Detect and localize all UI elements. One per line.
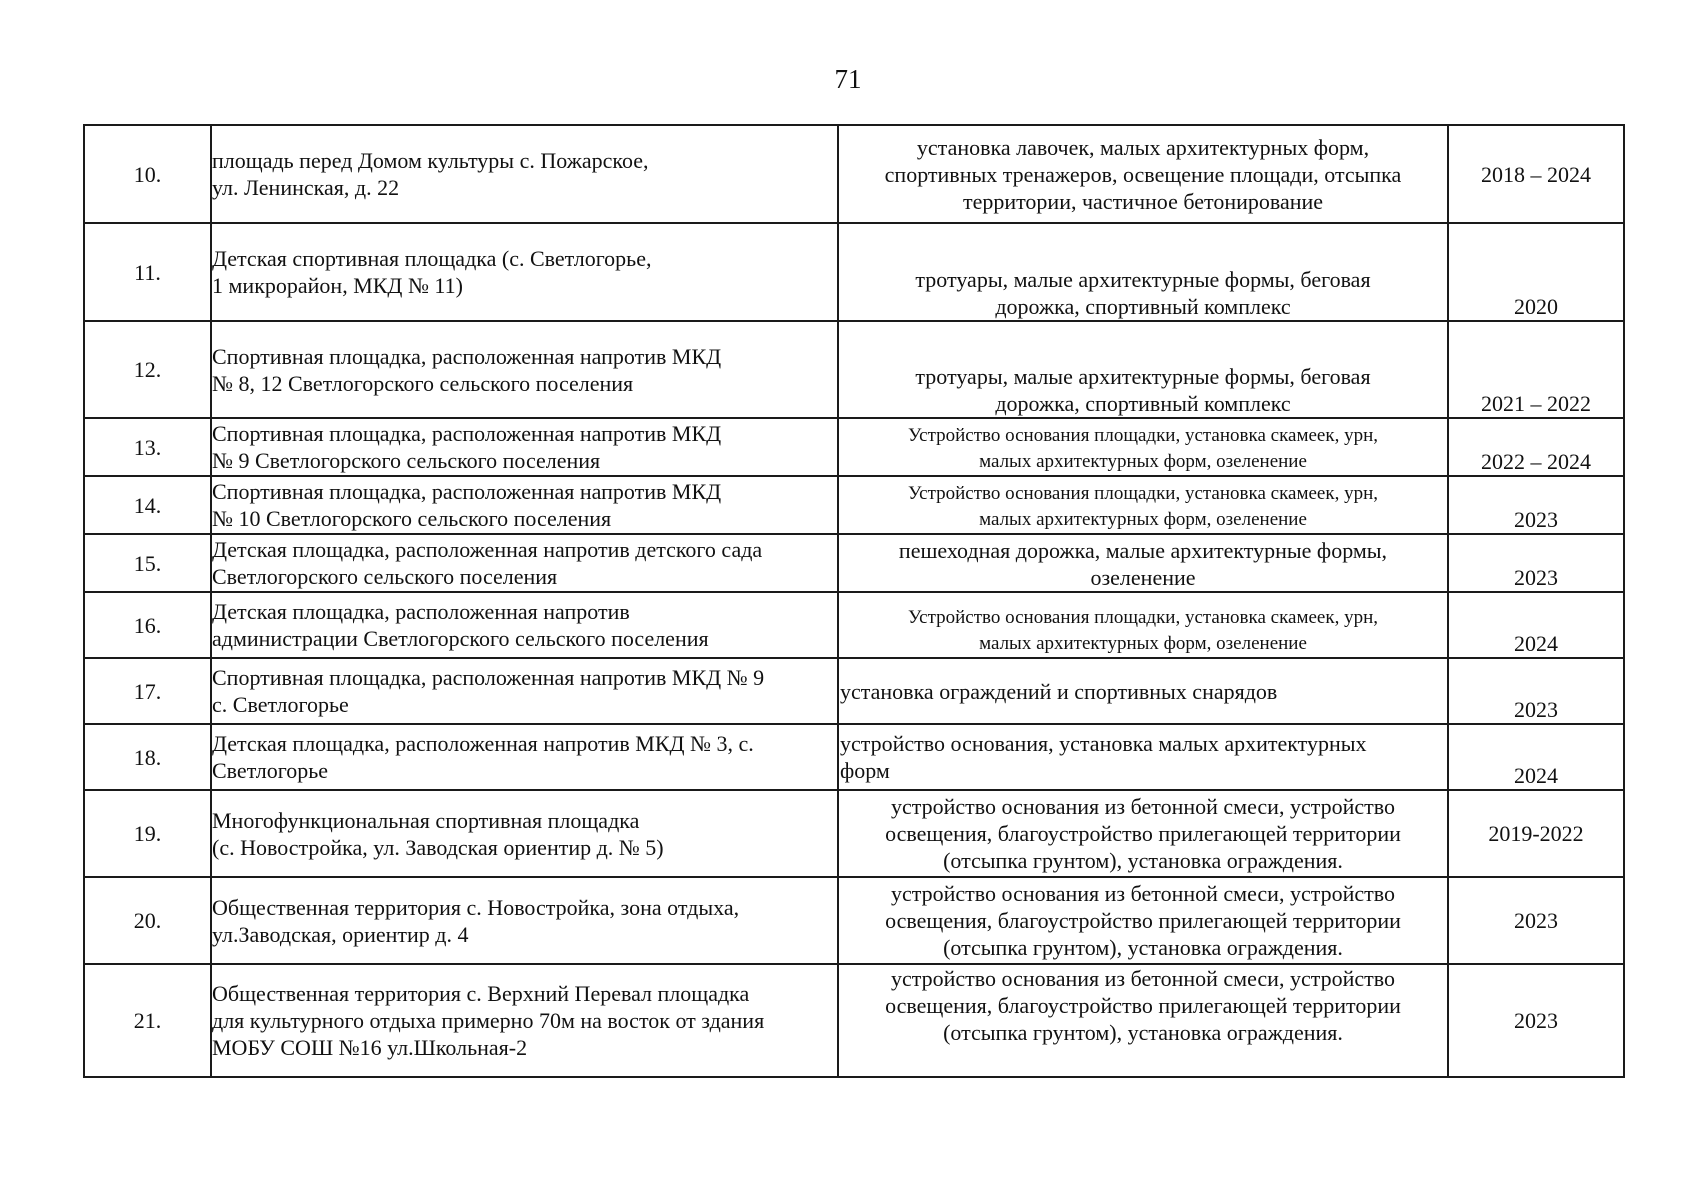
table-row [84, 476, 1624, 534]
work-cell [838, 724, 1448, 790]
work-line: установка ограждений и спортивных снарядов [840, 678, 1278, 704]
table-row [84, 964, 1624, 1077]
place-cell [211, 592, 838, 658]
place-line: № 9 Светлогорского сельского поселения [212, 448, 601, 473]
work-line: устройство основания из бетонной смеси, устройство [890, 881, 1395, 906]
work-cell [838, 592, 1448, 658]
place-line: администрации Светлогорского сельского поселения [212, 626, 709, 651]
place-line: для культурного отдыха примерно 70м на восток от здания [212, 1008, 765, 1033]
place-line: Детская спортивная площадка (с. Светлогорье, [212, 246, 652, 271]
place-line: площадь перед Домом культуры с. Пожарское, [212, 148, 649, 173]
period-cell: 2023 [1448, 964, 1624, 1077]
period-cell: 2023 [1448, 476, 1624, 534]
work-cell [838, 476, 1448, 534]
work-line: малых архитектурных форм, озеленение [979, 451, 1307, 472]
work-line: освещения, благоустройство прилегающей территории [885, 993, 1401, 1018]
period-cell: 2018 – 2024 [1448, 125, 1624, 223]
improvement-table [83, 124, 1625, 1078]
work-cell [838, 964, 1448, 1077]
work-cell [838, 658, 1448, 724]
place-cell [211, 223, 838, 321]
place-line: (с. Новостройка, ул. Заводская ориентир д. № 5) [212, 834, 664, 860]
work-line: устройство основания из бетонной смеси, устройство [890, 966, 1395, 991]
place-line: Спортивная площадка, расположенная напротив МКД [212, 343, 722, 369]
work-line: Устройство основания площадки, установка скамеек, урн, [908, 425, 1378, 446]
row-number: 13. [84, 418, 211, 476]
table-row [84, 125, 1624, 223]
period-cell: 2023 [1448, 658, 1624, 724]
work-line: устройство основания из бетонной смеси, устройство [890, 794, 1395, 819]
work-line: пешеходная дорожка, малые архитектурные формы, [898, 538, 1388, 563]
period-cell: 2023 [1448, 877, 1624, 964]
place-line: Спортивная площадка, расположенная напротив МКД [212, 479, 722, 504]
place-cell [211, 125, 838, 223]
place-line: Общественная территория с. Новостройка, зона отдыха, [212, 894, 740, 920]
period-cell: 2024 [1448, 724, 1624, 790]
place-line: № 10 Светлогорского сельского поселения [212, 506, 612, 531]
work-line: Устройство основания площадки, установка скамеек, урн, [908, 483, 1378, 504]
period-cell: 2023 [1448, 534, 1624, 592]
work-line: дорожка, спортивный комплекс [995, 391, 1291, 416]
work-line: освещения, благоустройство прилегающей территории [885, 908, 1401, 933]
table-row [84, 592, 1624, 658]
row-number: 17. [84, 658, 211, 724]
work-line: тротуары, малые архитектурные формы, беговая [915, 364, 1371, 389]
table-row [84, 418, 1624, 476]
period-cell: 2022 – 2024 [1448, 418, 1624, 476]
row-number: 20. [84, 877, 211, 964]
page-number: 71 [834, 64, 862, 94]
row-number: 19. [84, 790, 211, 877]
table-row [84, 724, 1624, 790]
work-line: устройство основания, установка малых архитектурных [840, 731, 1367, 756]
row-number: 11. [84, 223, 211, 321]
place-line: 1 микрорайон, МКД № 11) [212, 273, 463, 298]
place-cell [211, 534, 838, 592]
place-cell [211, 658, 838, 724]
work-line: дорожка, спортивный комплекс [995, 294, 1291, 319]
work-line: установка лавочек, малых архитектурных форм, [916, 134, 1370, 160]
period-cell: 2024 [1448, 592, 1624, 658]
table-row [84, 790, 1624, 877]
work-cell [838, 223, 1448, 321]
place-cell [211, 418, 838, 476]
place-cell [211, 724, 838, 790]
table-row [84, 534, 1624, 592]
work-line: освещения, благоустройство прилегающей территории [885, 821, 1401, 846]
place-cell [211, 476, 838, 534]
place-cell [211, 964, 838, 1077]
row-number: 12. [84, 321, 211, 418]
row-number: 10. [84, 125, 211, 223]
place-line: Светлогорского сельского поселения [212, 564, 558, 589]
place-line: Общественная территория с. Верхний Перевал площадка [212, 981, 750, 1006]
place-cell [211, 321, 838, 418]
work-line: малых архитектурных форм, озеленение [979, 509, 1307, 530]
work-cell [838, 418, 1448, 476]
place-line: № 8, 12 Светлогорского сельского поселения [212, 370, 634, 396]
work-line: форм [840, 758, 890, 783]
place-line: Детская площадка, расположенная напротив детского сада [212, 537, 763, 562]
work-line: озеленение [1090, 565, 1196, 590]
row-number: 18. [84, 724, 211, 790]
row-number: 16. [84, 592, 211, 658]
table-row [84, 321, 1624, 418]
row-number: 15. [84, 534, 211, 592]
place-line: Спортивная площадка, расположенная напротив МКД [212, 421, 722, 446]
table-row [84, 658, 1624, 724]
work-line: тротуары, малые архитектурные формы, беговая [915, 267, 1371, 292]
place-line: Детская площадка, расположенная напротив [212, 599, 630, 624]
work-cell [838, 125, 1448, 223]
place-cell [211, 790, 838, 877]
work-line: малых архитектурных форм, озеленение [979, 633, 1307, 654]
work-line: (отсыпка грунтом), установка ограждения. [943, 1020, 1343, 1045]
row-number: 21. [84, 964, 211, 1077]
work-cell [838, 321, 1448, 418]
work-line: (отсыпка грунтом), установка ограждения. [943, 848, 1343, 873]
place-line: Многофункциональная спортивная площадка [212, 807, 640, 833]
work-cell [838, 534, 1448, 592]
place-line: ул. Ленинская, д. 22 [212, 175, 400, 200]
table-row [84, 223, 1624, 321]
place-line: МОБУ СОШ №16 ул.Школьная-2 [212, 1035, 528, 1060]
work-cell [838, 790, 1448, 877]
table-row [84, 877, 1624, 964]
period-cell: 2021 – 2022 [1448, 321, 1624, 418]
row-number: 14. [84, 476, 211, 534]
work-line: территории, частичное бетонирование [962, 188, 1324, 214]
place-line: ул.Заводская, ориентир д. 4 [212, 921, 469, 947]
work-line: Устройство основания площадки, установка скамеек, урн, [908, 607, 1378, 628]
place-line: Светлогорье [212, 758, 329, 783]
work-cell [838, 877, 1448, 964]
work-line: (отсыпка грунтом), установка ограждения. [943, 935, 1343, 960]
place-line: Спортивная площадка, расположенная напротив МКД № 9 [212, 665, 765, 690]
work-line: спортивных тренажеров, освещение площади, отсыпка [884, 161, 1402, 187]
place-line: Детская площадка, расположенная напротив МКД № 3, с. [212, 731, 754, 756]
place-line: с. Светлогорье [212, 692, 349, 717]
period-cell: 2019-2022 [1448, 790, 1624, 877]
place-cell [211, 877, 838, 964]
period-cell: 2020 [1448, 223, 1624, 321]
